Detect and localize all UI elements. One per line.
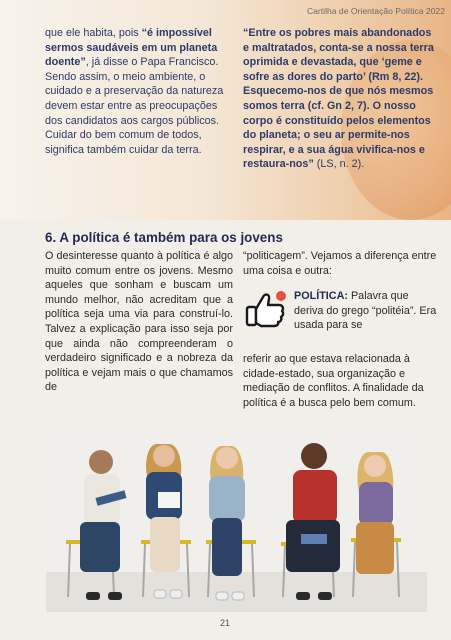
text-run: que ele habita, pois [45, 27, 142, 39]
page-number: 21 [219, 618, 230, 628]
politica-label: POLÍTICA: [294, 290, 348, 302]
running-head: Cartilha de Orientação Política 2022 [306, 6, 445, 16]
politica-definition-continued: referir ao que estava relacionada à cidade-estado, sua organização e mediação de conflitos. A finalidade da política é a busca pelo bem comum. [243, 353, 424, 409]
section-left-paragraph: O desinteresse quanto à política é algo muito comum entre os jovens. Mesmo aqueles que sonham e buscam um mundo melhor, não acreditam que a política seja uma via para construí-lo. Talvez a explicação para isso seja por que ainda não compreenderam o verdadeiro significado e a nobreza da política e vejam mais o que chamamos de [45, 250, 233, 394]
thumbs-up-icon [241, 285, 289, 333]
section-title: 6. A política é também para os jovens [45, 230, 283, 245]
text-run: , já disse o Papa Francisco. Sendo assim, o meio ambiente, o cuidado e a preservação da natureza devem estar entre as preocupações dos candidatos aos cargos públicos. Cuidar do bem comum de todos, significa também cuidar da terra. [45, 56, 224, 156]
citation: (LS, n. 2). [313, 158, 365, 171]
young-people-photo [46, 422, 427, 612]
top-right-quote [243, 26, 439, 172]
top-left-paragraph [45, 26, 234, 157]
quote-run: “Entre os pobres mais abandonados e maltratados, conta-se a nossa terra oprimida e devastada, que ‘geme e sofre as dores do parto’ (Rm 8, 22). Esquecemo-nos de que nós mesmos somos terra (cf. Gn 2, 7). O nosso corpo é constituído pelos elementos do planeta; o seu ar permite-nos respirar, e a sua água vivifica-nos e restaura-nos” [243, 27, 434, 171]
politica-definition [294, 289, 440, 333]
politica-text: Palavra que deriva do grego “politéia”. Era usada para se [294, 290, 437, 332]
quote-run: “é impossível sermos saudáveis em um planeta doente” [45, 27, 218, 69]
section-right-intro: “politicagem”. Vejamos a diferença entre uma coisa e outra: [243, 250, 437, 277]
